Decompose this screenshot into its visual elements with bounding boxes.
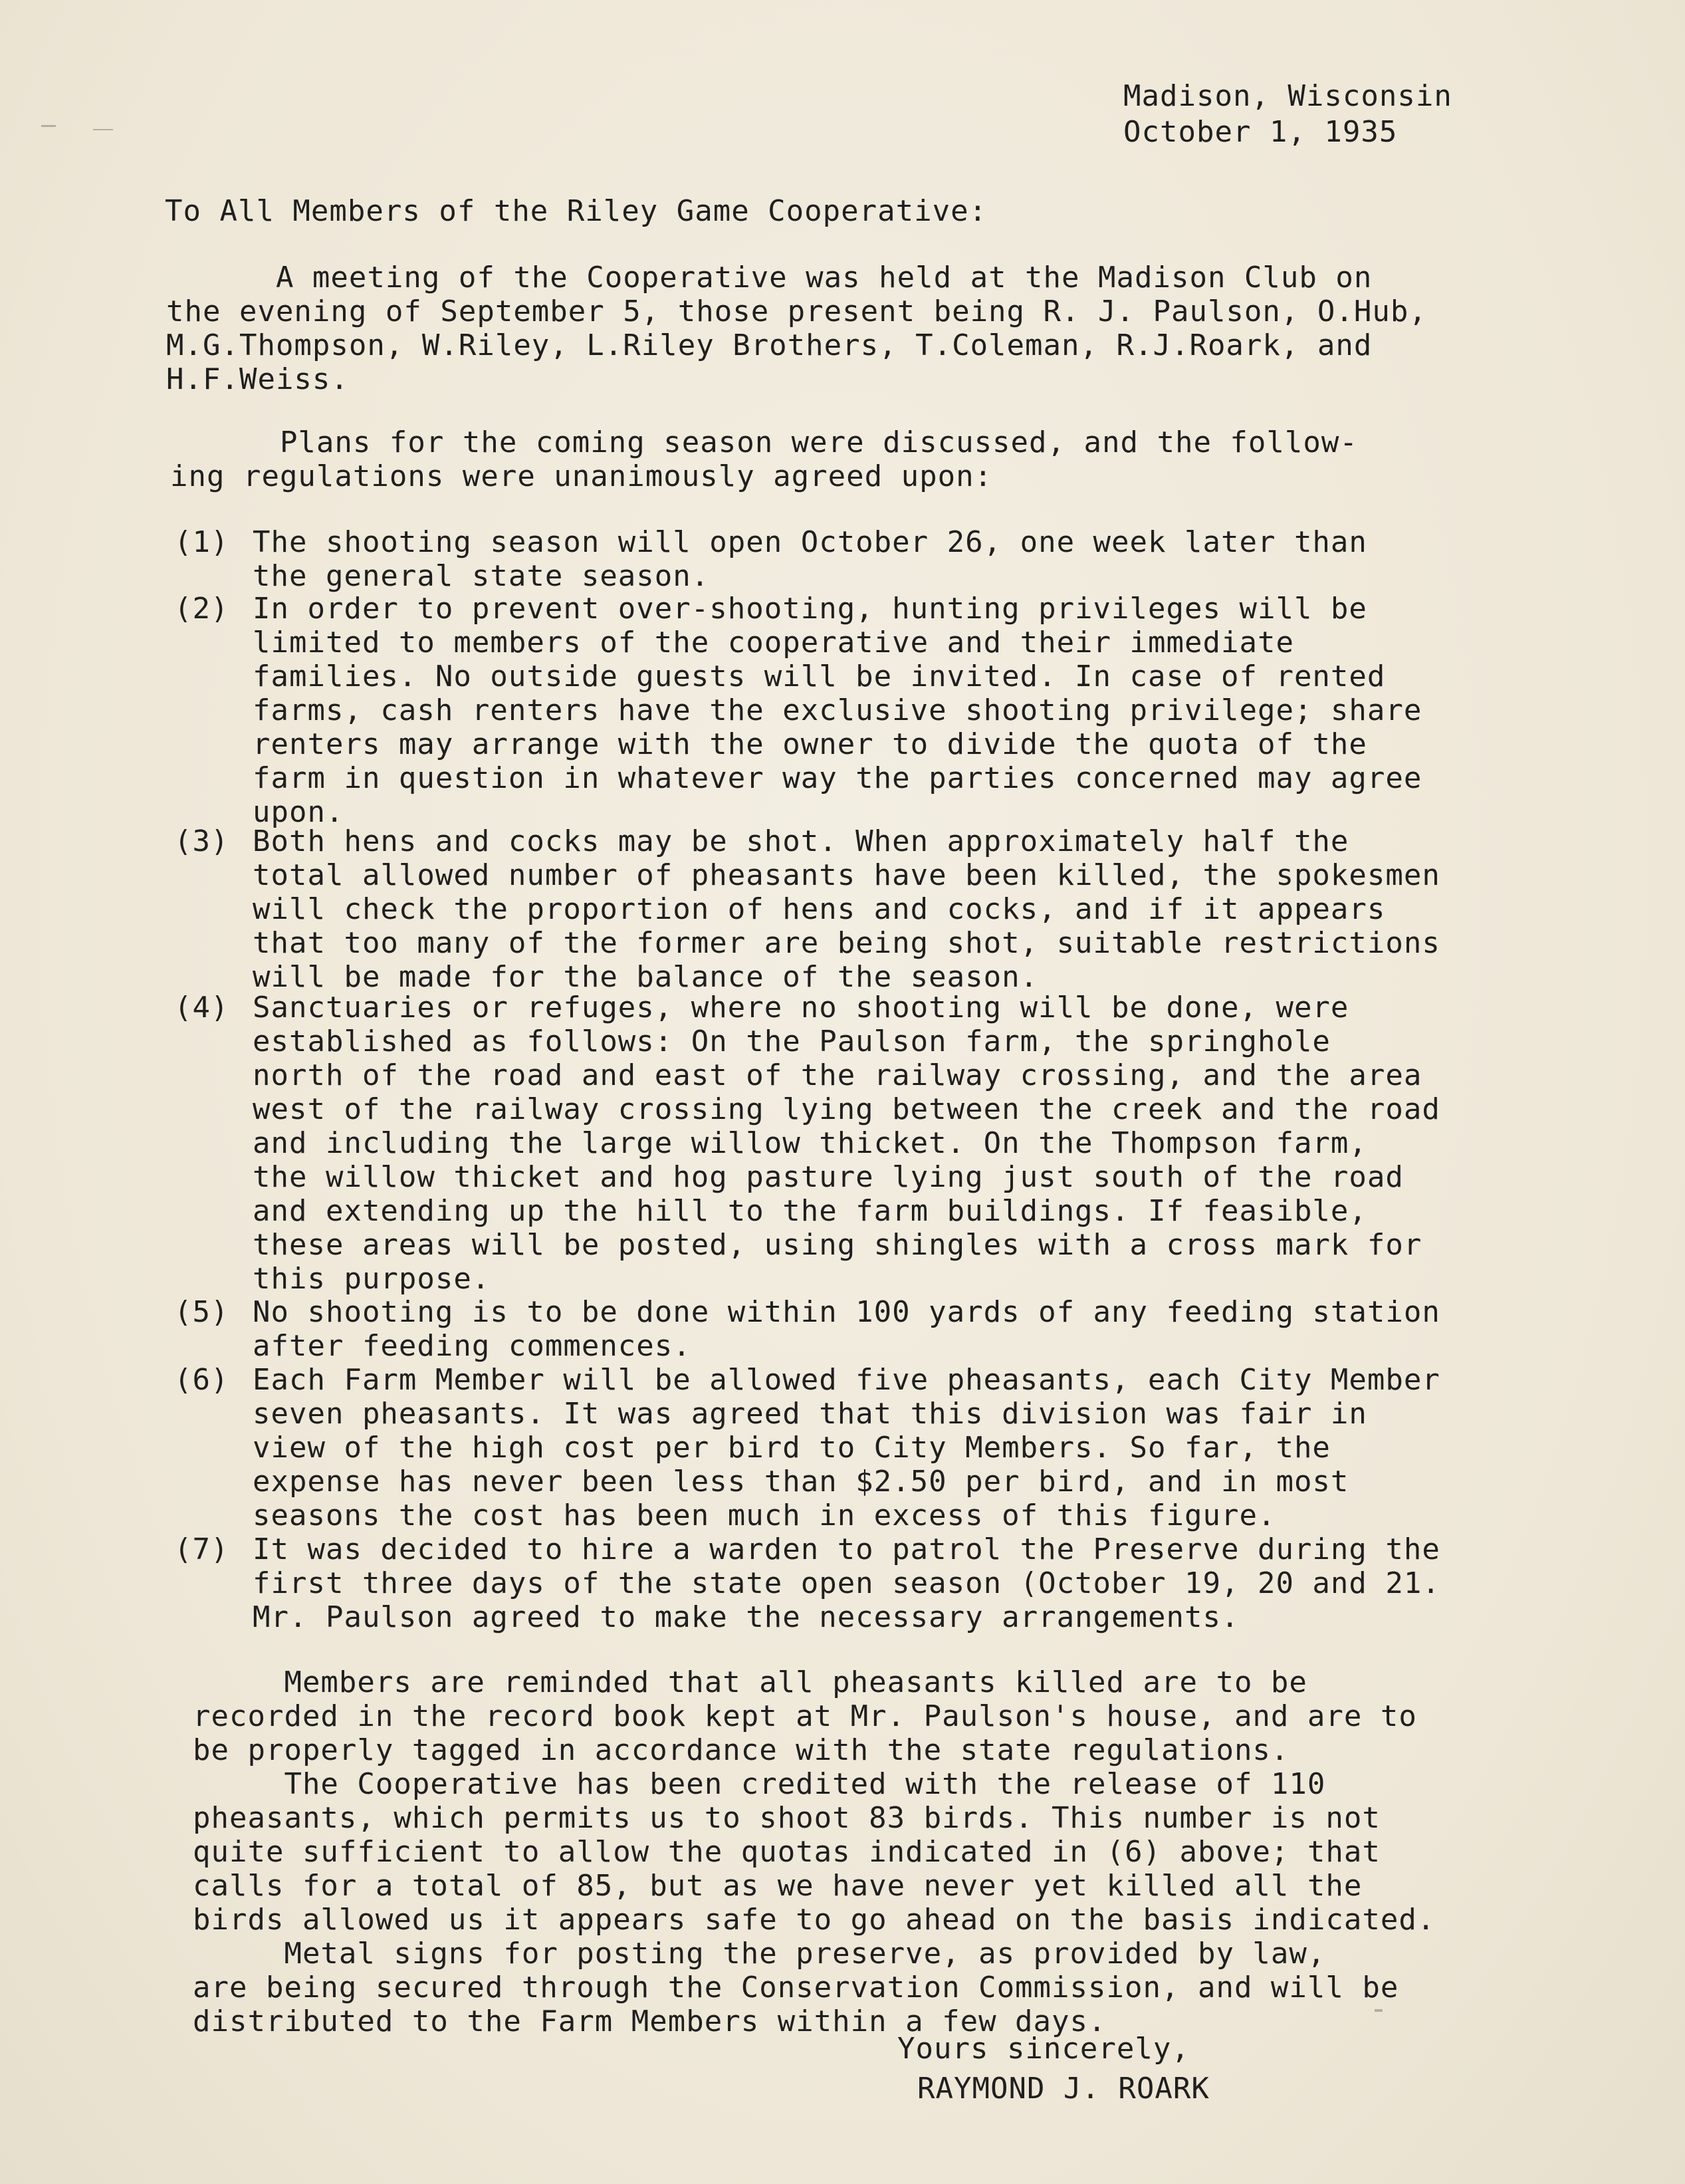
text-line: Both hens and cocks may be shot. When approximately half the [253,824,1349,858]
text-line: these areas will be posted, using shingles with a cross mark for [253,1228,1422,1262]
text-line: total allowed number of pheasants have been killed, the spokesmen [253,858,1440,892]
text-line: the evening of September 5, those present being R. J. Paulson, O.Hub, [166,295,1427,328]
text-line: The shooting season will open October 26, one week later than [253,525,1367,559]
plans-paragraph [170,425,1358,493]
text-line: the general state season. [253,559,710,593]
text-line: farm in question in whatever way the parties concerned may agree [253,761,1422,795]
signature: RAYMOND J. ROARK [917,2072,1210,2106]
regulation-number: (4) [174,991,229,1025]
text-line: the willow thicket and hog pasture lying just south of the road [253,1160,1404,1194]
text-line: will be made for the balance of the season. [253,960,1039,994]
text-line: Sanctuaries or refuges, where no shooting will be done, were [253,991,1349,1025]
regulation-text [253,592,1582,829]
text-line: Plans for the coming season were discussed, and the follow- [170,425,1358,459]
text-line: seven pheasants. It was agreed that this division was fair in [253,1397,1367,1431]
regulation-text [253,991,1582,1296]
text-line: A meeting of the Cooperative was held at the Madison Club on [166,261,1373,295]
text-line: M.G.Thompson, W.Riley, L.Riley Brothers, T.Coleman, R.J.Roark, and [166,328,1373,362]
regulation-number: (1) [174,525,229,559]
text-line: be properly tagged in accordance with the state regulations. [193,1733,1290,1767]
paper-mark [93,129,113,130]
regulation-number: (2) [174,592,229,626]
regulation-text [253,1363,1582,1532]
text-line: are being secured through the Conservation Commission, and will be [193,1971,1399,2004]
text-line: pheasants, which permits us to shoot 83 birds. This number is not [193,1801,1381,1835]
text-line: Mr. Paulson agreed to make the necessary arrangements. [253,1600,1240,1634]
text-line: H.F.Weiss. [166,362,349,396]
regulation-text [253,1295,1582,1363]
valediction: Yours sincerely, [897,2032,1190,2066]
text-line: No shooting is to be done within 100 yards of any feeding station [253,1295,1440,1329]
text-line: calls for a total of 85, but as we have never yet killed all the [193,1869,1363,1903]
text-line: seasons the cost has been much in excess of this figure. [253,1499,1276,1532]
text-line: quite sufficient to allow the quotas indicated in (6) above; that [193,1835,1381,1869]
text-line: families. No outside guests will be invited. In case of rented [253,660,1386,693]
text-line: this purpose. [253,1262,491,1296]
text-line: Metal signs for posting the preserve, as provided by law, [193,1937,1326,1971]
text-line: distributed to the Farm Members within a few days. [193,2004,1107,2038]
dateline [1123,78,1452,150]
text-line: first three days of the state open season (October 19, 20 and 21. [253,1566,1440,1600]
text-line: west of the railway crossing lying between the creek and the road [253,1092,1440,1126]
text-line: Each Farm Member will be allowed five pheasants, each City Member [253,1363,1440,1397]
text-line: upon. [253,795,344,829]
regulation-number: (6) [174,1363,229,1397]
text-line: expense has never been less than $2.50 per bird, and in most [253,1465,1349,1499]
regulation-text [253,1532,1582,1634]
regulation-number: (7) [174,1532,229,1566]
text-line: view of the high cost per bird to City Members. So far, the [253,1431,1331,1465]
text-line: established as follows: On the Paulson farm, the springhole [253,1025,1331,1058]
regulation-text [253,525,1582,593]
text-line: The Cooperative has been credited with the release of 110 [193,1767,1326,1801]
salutation: To All Members of the Riley Game Cooperative: [165,194,988,228]
text-line: and extending up the hill to the farm buildings. If feasible, [253,1194,1367,1228]
text-line: ing regulations were unanimously agreed upon: [170,459,993,493]
text-line: farms, cash renters have the exclusive shooting privilege; share [253,693,1422,727]
text-line: limited to members of the cooperative and their immediate [253,626,1294,660]
text-line: that too many of the former are being shot, suitable restrictions [253,926,1440,960]
text-line: birds allowed us it appears safe to go ahead on the basis indicated. [193,1903,1436,1937]
text-line: after feeding commences. [253,1329,691,1363]
reminders-paragraphs [193,1665,1435,2038]
text-line: recorded in the record book kept at Mr. Paulson's house, and are to [193,1699,1417,1733]
text-line: and including the large willow thicket. On the Thompson farm, [253,1126,1367,1160]
date: October 1, 1935 [1123,115,1398,149]
regulation-number: (5) [174,1295,229,1329]
regulation-text [253,824,1582,994]
intro-paragraph [166,261,1427,396]
text-line: Members are reminded that all pheasants killed are to be [193,1665,1307,1699]
regulation-number: (3) [174,824,229,858]
text-line: renters may arrange with the owner to divide the quota of the [253,727,1367,761]
text-line: It was decided to hire a warden to patrol the Preserve during the [253,1532,1440,1566]
place: Madison, Wisconsin [1123,79,1452,113]
paper-mark [41,125,56,127]
text-line: In order to prevent over-shooting, hunting privileges will be [253,592,1367,626]
text-line: north of the road and east of the railway crossing, and the area [253,1058,1422,1092]
text-line: will check the proportion of hens and cocks, and if it appears [253,892,1386,926]
